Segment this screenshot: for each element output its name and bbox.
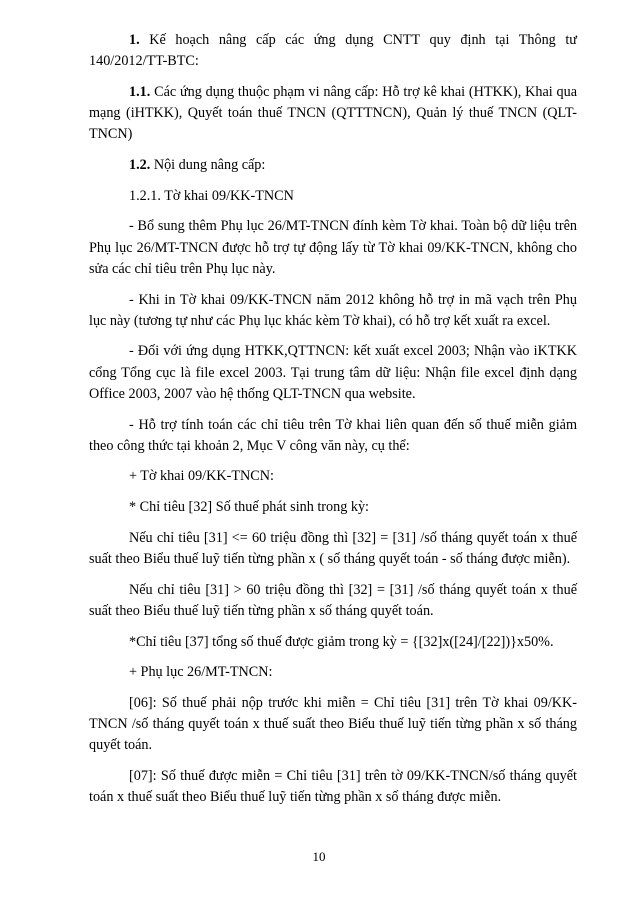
paragraph-form-heading: 1.2.1. Tờ khai 09/KK-TNCN [129,187,294,204]
paragraph-scope [89,82,577,146]
paragraph-plan [89,30,577,72]
paragraph-appendix: - Bổ sung thêm Phụ lục 26/MT-TNCN đính kèm Tờ khai. Toàn bộ dữ liệu trên Phụ lục 26/MT-TNCN được hỗ trợ tự động lấy từ Tờ khai 09/KK-TNCN, không cho sửa các chỉ tiêu trên Phụ lục này. [89,218,577,277]
paragraph-printing: - Khi in Tờ khai 09/KK-TNCN năm 2012 không hỗ trợ in mã vạch trên Phụ lục này (tương tự như các Phụ lục khác kèm Tờ khai), có hỗ trợ kết xuất ra excel. [89,291,577,329]
paragraph-excel: - Đối với ứng dụng HTKK,QTTNCN: kết xuất excel 2003; Nhận vào iKTKK cổng Tổng cục là file excel 2003. Tại trung tâm dữ liệu: Nhận file excel định dạng Office 2003, 2007 vào hệ thống QLT-TNCN qua website. [89,343,577,402]
paragraph-indicator-32: * Chỉ tiêu [32] Số thuế phát sinh trong kỳ: [129,499,369,516]
paragraph-text: Nội dung nâng cấp: [150,157,266,174]
paragraph-indicator-37: *Chỉ tiêu [37] tổng số thuế được giảm trong kỳ = {[32]x([24]/[22])}x50%. [129,633,554,650]
paragraph-rule-under-60: Nếu chỉ tiêu [31] <= 60 triệu đồng thì [32] = [31] /số tháng quyết toán x thuế suất theo Biểu thuế luỹ tiến từng phần x ( số tháng quyết toán - số tháng được miễn). [89,529,577,568]
paragraph-calculation: - Hỗ trợ tính toán các chỉ tiêu trên Tờ khai liên quan đến số thuế miễn giảm theo công thức tại khoản 2, Mục V công văn này, cụ thể: [89,416,577,454]
page-number: 10 [312,849,326,864]
paragraph-content-heading [89,155,577,176]
section-number: 1.1. [129,83,151,100]
paragraph-text: Các ứng dụng thuộc phạm vi nâng cấp: Hỗ trợ kê khai (HTKK), Khai qua mạng (iHTKK), Quyết toán thuế TNCN (QTTTNCN), Quản lý thuế TNCN (QLT-TNCN) [89,83,577,143]
document-body [89,30,577,818]
paragraph-item-07: [07]: Số thuế được miễn = Chỉ tiêu [31] trên tờ 09/KK-TNCN/số tháng quyết toán x thuế suất theo Biểu thuế luỹ tiến từng phần x số tháng được miễn. [89,768,577,806]
section-number: 1. [129,32,140,48]
paragraph-form-subheading: + Tờ khai 09/KK-TNCN: [129,468,274,485]
paragraph-text: Kế hoạch nâng cấp các ứng dụng CNTT quy định tại Thông tư 140/2012/TT-BTC: [89,32,577,70]
section-number: 1.2. [129,157,151,174]
paragraph-item-06: [06]: Số thuế phải nộp trước khi miễn = Chỉ tiêu [31] trên Tờ khai 09/KK-TNCN /số tháng quyết toán x thuế suất theo Biểu thuế luỹ tiến từng phần x số tháng quyết toán. [89,695,577,754]
paragraph-rule-over-60: Nếu chỉ tiêu [31] > 60 triệu đồng thì [32] = [31] /số tháng quyết toán x thuế suất theo Biểu thuế luỹ tiến từng phần x số tháng quyết toán. [89,581,577,619]
paragraph-appendix-heading: + Phụ lục 26/MT-TNCN: [129,664,273,681]
